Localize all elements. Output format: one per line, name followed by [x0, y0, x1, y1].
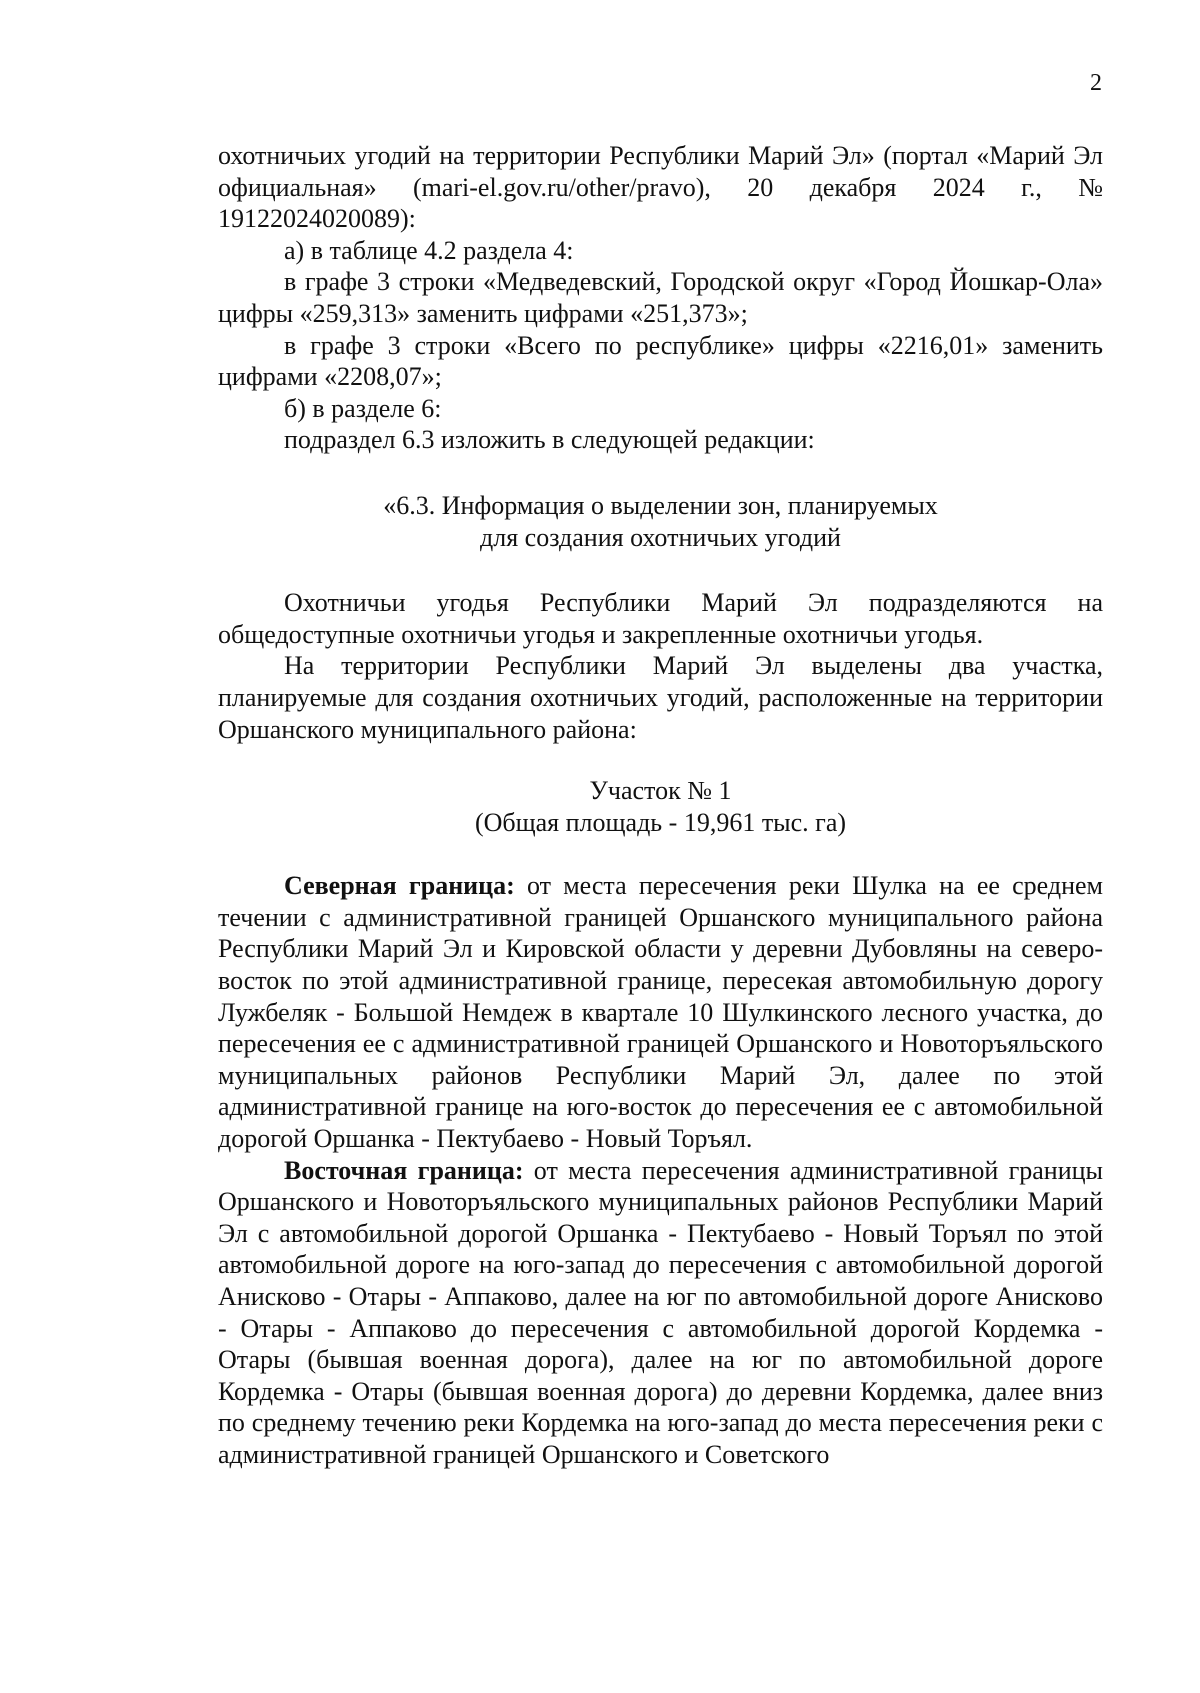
north-border-label: Северная граница: [284, 871, 515, 901]
subsection-title [218, 490, 1103, 553]
subsection-paragraph-2: На территории Республики Марий Эл выделены два участка, планируемые для создания охотничьих угодий, расположенные на территории Оршанского муниципального района: [218, 651, 1103, 744]
subsection-paragraph-1: Охотничьи угодья Республики Марий Эл подразделяются на общедоступные охотничьи угодья и закрепленные охотничьи угодья. [218, 588, 1103, 649]
amendment-b: б) в разделе 6: [284, 393, 442, 423]
amendment-b-item-1: подраздел 6.3 изложить в следующей редакции: [284, 425, 815, 455]
subsection-title-line-1: «6.3. Информация о выделении зон, планируемых [383, 490, 938, 520]
north-border-paragraph [218, 870, 1103, 1154]
plot-heading [218, 775, 1103, 838]
amendment-a-item-1: в графе 3 строки «Медведевский, Городской округ «Город Йошкар-Ола» цифры «259,313» заменить цифрами «251,373»; [218, 267, 1103, 328]
north-border-text: от места пересечения реки Шулка на ее среднем течении с административной границей Оршанского муниципального района Республики Марий Эл и Кировской области у деревни Дубовляны на северо-восток по этой административной границе, пересекая автомобильную дорогу Лужбеляк - Большой Немдеж в квартале 10 Шулкинского лесного участка, до пересечения ее с административной границей Оршанского и Новоторъяльского муниципальных районов Республики Марий Эл, далее по этой административной границе на юго-восток до пересечения ее с автомобильной дорогой Оршанка - Пектубаево - Новый Торъял. [218, 871, 1103, 1154]
page-number: 2 [1090, 70, 1102, 96]
document-body [218, 140, 1103, 1471]
east-border-label: Восточная граница: [284, 1155, 524, 1185]
amendment-a-item-2: в графе 3 строки «Всего по республике» цифры «2216,01» заменить цифрами «2208,07»; [218, 330, 1103, 392]
intro-paragraph: охотничьих угодий на территории Республики Марий Эл» (портал «Марий Эл официальная» (mari-el.gov.ru/other/pravo), 20 декабря 2024 г., № 19122024020089): [218, 141, 1103, 234]
plot-title: Участок № 1 [589, 776, 732, 806]
subsection-title-line-2: для создания охотничьих угодий [480, 522, 841, 552]
east-border-paragraph [218, 1155, 1103, 1471]
east-border-text: от места пересечения административной границы Оршанского и Новоторъяльского муниципальных районов Республики Марий Эл с автомобильной дорогой Оршанка - Пектубаево - Новый Торъял по этой автомобильной дороге на юго-запад до пересечения с автомобильной дорогой Анисково - Отары - Аппаково, далее на юг по автомобильной дороге Анисково - Отары - Аппаково до пересечения с автомобильной дорогой Кордемка - Отары (бывшая военная дорога), далее на юг по автомобильной дороге Кордемка - Отары (бывшая военная дорога) до деревни Кордемка, далее вниз по среднему течению реки Кордемка на юго-запад до места пересечения реки с административной границей Оршанского и Советского [218, 1155, 1104, 1469]
plot-area: (Общая площадь - 19,961 тыс. га) [474, 807, 847, 837]
amendment-a: а) в таблице 4.2 раздела 4: [284, 235, 574, 265]
